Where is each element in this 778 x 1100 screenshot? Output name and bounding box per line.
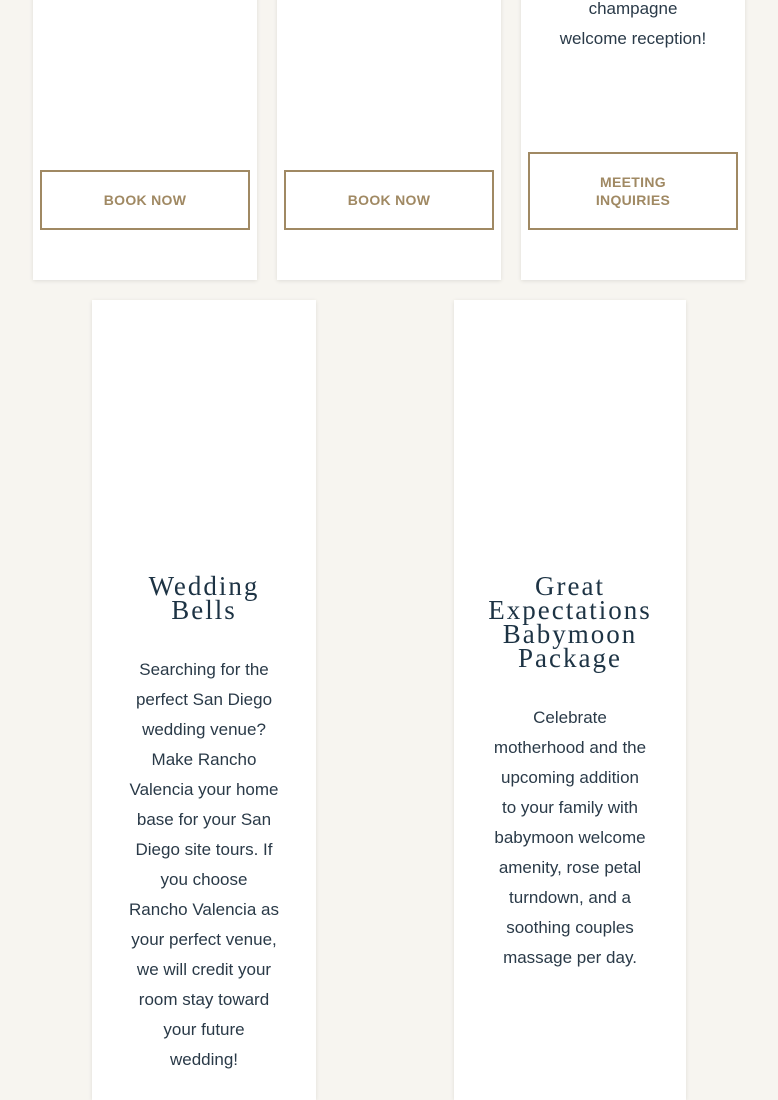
offer-description: Searching for the perfect San Diego wedding venue? Make Rancho Valencia your home base for your San Diego site tours. If you choose Rancho Valencia as your perfect venue, we will credit your room stay toward your future wedding! — [129, 660, 279, 1069]
meeting-inquiries-button[interactable] — [528, 152, 738, 230]
book-now-button[interactable]: BOOK NOW — [284, 170, 494, 230]
offer-description: Celebrate motherhood and the upcoming addition to your family with babymoon welcome amenity, rose petal turndown, and a soothing couples massage per day. — [493, 708, 647, 967]
offer-card-3 — [521, 0, 745, 280]
wedding-bells-card — [92, 300, 316, 1100]
babymoon-card — [454, 300, 686, 1100]
button-label-line: INQUIRIES — [595, 192, 671, 208]
offer-title: Wedding Bells — [148, 571, 260, 625]
offer-card-1 — [33, 0, 257, 280]
book-now-button[interactable]: BOOK NOW — [40, 170, 250, 230]
button-label-line: MEETING — [600, 174, 666, 190]
offer-description: champagne welcome reception! — [559, 0, 707, 48]
offer-card-2 — [277, 0, 501, 280]
offer-title: Great Expectations Babymoon Package — [488, 571, 652, 673]
